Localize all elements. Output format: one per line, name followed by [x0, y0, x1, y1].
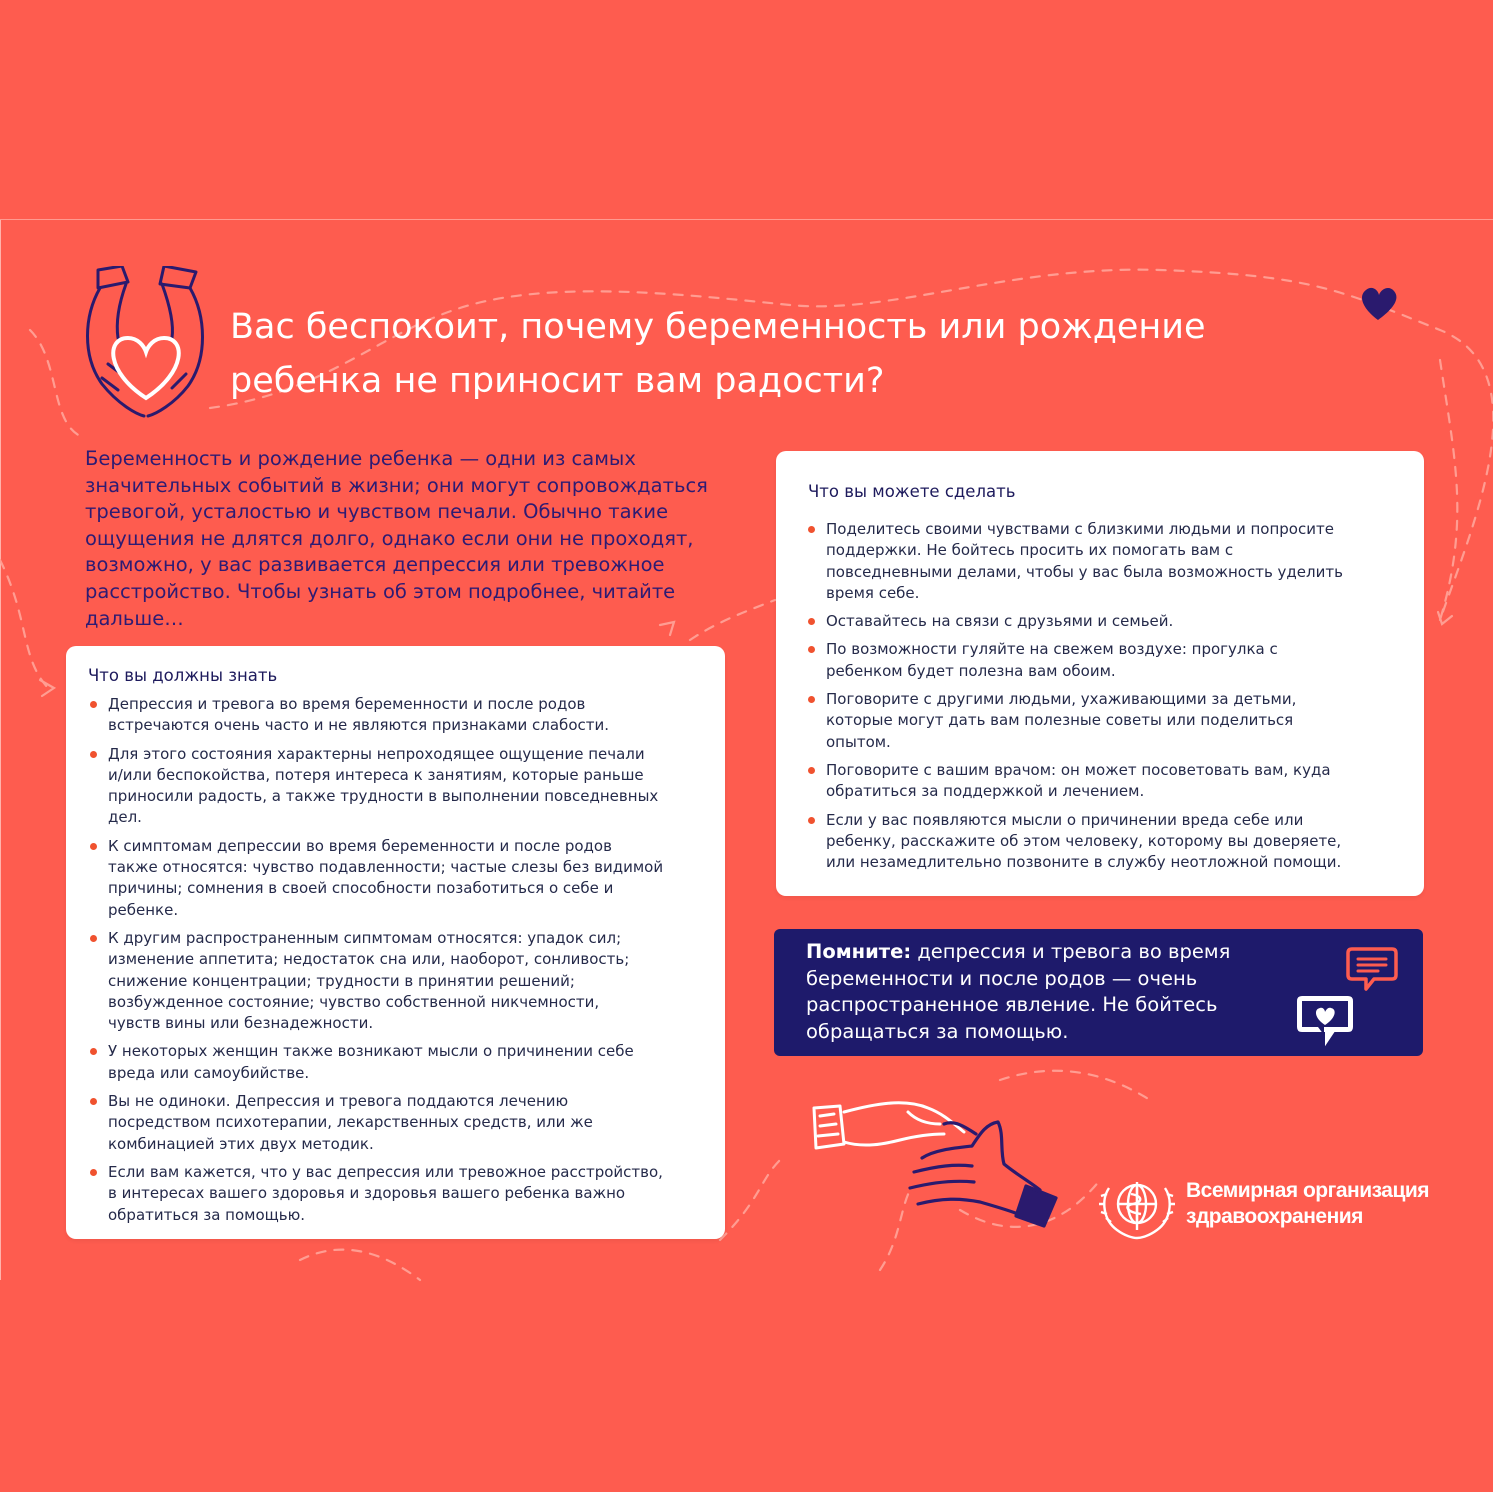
intro-line: расстройство. Чтобы узнать об этом подробнее, читайте [85, 579, 676, 603]
list-item-line: причины; сомнения в своей способности позаботиться о себе и [108, 879, 614, 898]
bullet-icon [90, 843, 97, 850]
intro-line: значительных событий в жизни; они могут сопровождаться [85, 473, 708, 497]
list-item [808, 760, 1343, 803]
list-item-line: К симптомам депрессии во время беременности и после родов [108, 836, 612, 855]
hands-heart-icon [78, 266, 214, 422]
list-item-line: встречаются очень часто и не являются признаками слабости. [108, 716, 609, 735]
list-item [808, 611, 1343, 632]
page-title [230, 300, 1330, 408]
list-item-line: дел. [108, 808, 142, 827]
bullet-icon [808, 618, 815, 625]
list-item-line: По возможности гуляйте на свежем воздухе: прогулка с [826, 640, 1278, 659]
list-item-line: посредством психотерапии, лекарственных средств, или же [108, 1113, 593, 1132]
remember-first-line: депрессия и тревога во время [911, 940, 1231, 963]
list-item-line: Поговорите с вашим врачом: он может посоветовать вам, куда [826, 760, 1331, 779]
list-item-line: Поделитесь своими чувствами с близкими людьми и попросите [826, 520, 1334, 538]
list-item-line: изменение аппетита; недостаток сна или, наоборот, сонливость; [108, 950, 630, 969]
chat-icon [1344, 945, 1400, 997]
remember-label: Помните: [806, 940, 912, 963]
list-item-line: приносили радость, а также трудности в выполнении повседневных [108, 787, 659, 806]
list-item [90, 928, 663, 1034]
bullet-icon [90, 1169, 97, 1176]
list-item [808, 810, 1343, 874]
list-item-line: Депрессия и тревога во время беременности и после родов [108, 695, 586, 713]
what-to-know-list [90, 694, 663, 1233]
bullet-icon [90, 1098, 97, 1105]
remember-line [806, 939, 1276, 966]
list-item [808, 639, 1343, 682]
list-item-line: возбужденное состояние; чувство собственной никчемности, [108, 992, 600, 1011]
list-item-line: вреда или самоубийстве. [108, 1063, 310, 1082]
what-to-know-heading: Что вы должны знать [88, 666, 278, 685]
list-item-line: обратиться за поддержкой и лечением. [826, 782, 1145, 801]
who-name-line: здравоохранения [1186, 1205, 1363, 1228]
list-item-line: в интересах вашего здоровья и здоровья вашего ребенка важно [108, 1184, 626, 1203]
remember-line: обращаться за помощью. [806, 1019, 1069, 1043]
list-item-line: Вы не одиноки. Депрессия и тревога поддаются лечению [108, 1092, 569, 1111]
list-item-line: ребенку, расскажите об этом человеку, которому вы доверяете, [826, 831, 1342, 850]
who-name-line: Всемирная организация [1186, 1179, 1430, 1202]
list-item-line: Если вам кажется, что у вас депрессия или тревожное расстройство, [108, 1162, 663, 1181]
list-item [90, 1041, 663, 1084]
bullet-icon [808, 646, 815, 653]
list-item-line: Оставайтесь на связи с друзьями и семьей. [826, 612, 1174, 631]
intro-paragraph [85, 446, 725, 632]
list-item-line: комбинацией этих двух методик. [108, 1134, 374, 1153]
bullet-icon [808, 767, 815, 774]
list-item-line: Если у вас появляются мысли о причинении вреда себе или [826, 810, 1304, 829]
list-item-line: Для этого состояния характерны непроходящее ощущение печали [108, 744, 645, 763]
remember-line: распространенное явление. Не бойтесь [806, 993, 1218, 1017]
list-item-line: которые могут дать вам полезные советы или поделиться [826, 711, 1294, 730]
list-item [90, 694, 663, 737]
list-item-line: повседневными делами, чтобы у вас была возможность уделить [826, 562, 1343, 581]
page-title-line: Вас беспокоит, почему беременность или рождение [230, 307, 1206, 347]
bullet-icon [90, 701, 97, 708]
heart-icon [1358, 282, 1400, 324]
what-to-do-card [776, 451, 1424, 896]
list-item [90, 836, 663, 921]
intro-line: ощущения не длятся долго, однако если они не проходят, [85, 526, 694, 550]
list-item-line: ребенке. [108, 900, 179, 919]
list-item-line: чувств вины или безнадежности. [108, 1014, 374, 1033]
bullet-icon [808, 526, 815, 533]
what-to-do-list [808, 519, 1343, 880]
list-item-line: ребенком будет полезна вам обоим. [826, 661, 1116, 680]
list-item-line: снижение концентрации; трудности в принятии решений; [108, 971, 575, 990]
list-item-line: обратиться за помощью. [108, 1205, 306, 1224]
list-item-line: или незамедлительно позвоните в службу неотложной помощи. [826, 853, 1342, 872]
what-to-do-heading: Что вы можете сделать [808, 482, 1016, 501]
list-item [90, 1091, 663, 1155]
list-item [90, 744, 663, 829]
bullet-icon [90, 1048, 97, 1055]
who-logo-text [1186, 1178, 1429, 1230]
list-item [808, 689, 1343, 753]
intro-line: возможно, у вас развивается депрессия или тревожное [85, 553, 665, 577]
list-item-line: К другим распространенным сипмтомам относятся: упадок сил; [108, 928, 622, 947]
intro-line: дальше… [85, 606, 184, 630]
list-item-line: и/или беспокойства, потеря интереса к занятиям, которые раньше [108, 765, 644, 784]
list-item-line: У некоторых женщин также возникают мысли о причинении себе [108, 1042, 634, 1061]
list-item [90, 1162, 663, 1226]
list-item [808, 519, 1343, 604]
bullet-icon [808, 817, 815, 824]
bullet-icon [90, 935, 97, 942]
list-item-line: также относятся: чувство подавленности; частые слезы без видимой [108, 858, 664, 877]
remember-box [774, 929, 1423, 1056]
who-emblem-icon [1097, 1170, 1177, 1244]
remember-line: беременности и после родов — очень [806, 966, 1198, 990]
heart-chat-icon [1296, 993, 1356, 1047]
list-item-line: поддержки. Не бойтесь просить их помогать вам с [826, 541, 1234, 560]
list-item-line: время себе. [826, 583, 920, 602]
list-item-line: опытом. [826, 732, 891, 751]
what-to-know-card [66, 646, 725, 1239]
page-title-line: ребенка не приносит вам радости? [230, 361, 885, 401]
bullet-icon [90, 751, 97, 758]
intro-line: Беременность и рождение ребенка — одни из самых [85, 447, 636, 470]
bullet-icon [808, 696, 815, 703]
list-item-line: Поговорите с другими людьми, ухаживающими за детьми, [826, 690, 1297, 709]
remember-text [806, 939, 1276, 1045]
intro-line: тревогой, усталостью и чувством печали. Обычно такие [85, 500, 669, 524]
hands-reaching-icon [804, 1094, 1064, 1244]
